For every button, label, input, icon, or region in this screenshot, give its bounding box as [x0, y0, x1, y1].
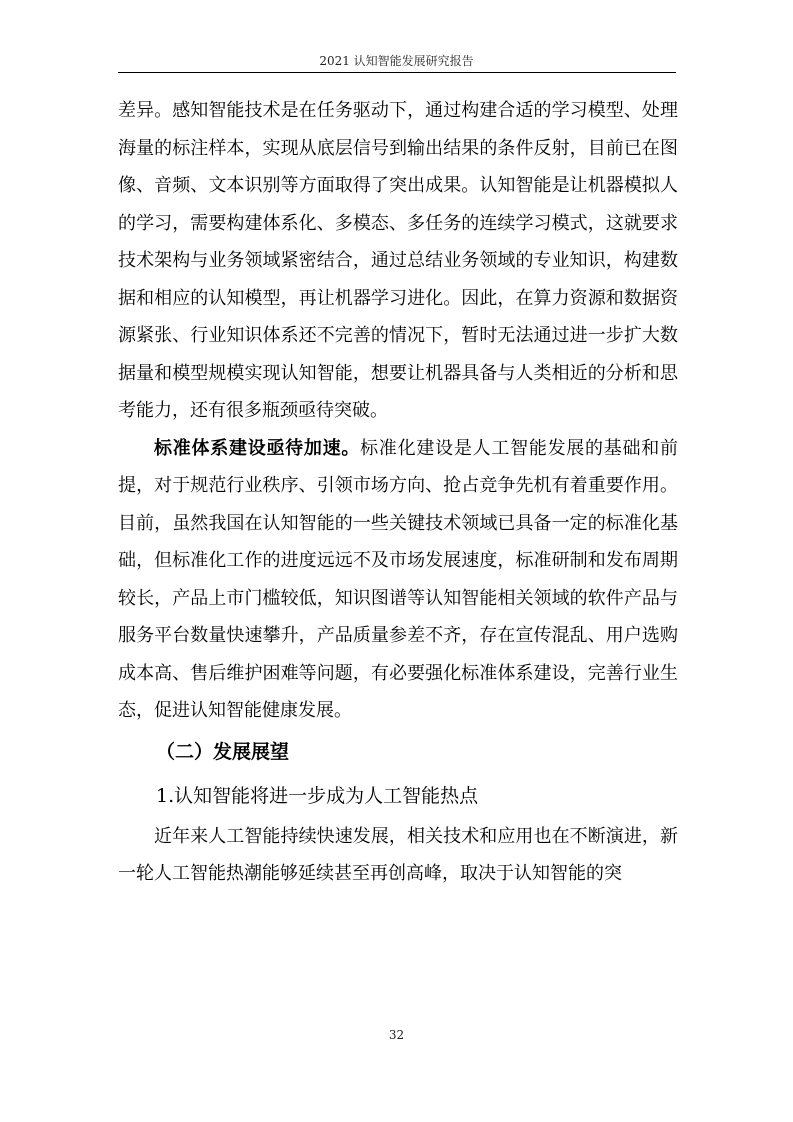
page-body [118, 92, 678, 893]
body-paragraph-standards [118, 430, 678, 730]
running-header: 2021 认知智能发展研究报告 [319, 54, 474, 68]
body-paragraph-continued: 差异。感知智能技术是在任务驱动下，通过构建合适的学习模型、处理海量的标注样本，实现从底层信号到输出结果的条件反射，目前已在图像、音频、文本识别等方面取得了突出成果。认知智能是让机器模拟人的学习，需要构建体系化、多模态、多任务的连续学习模式，这就要求技术架构与业务领域紧密结合，通过总结业务领域的专业知识，构建数据和相应的认知模型，再让机器学习进化。因此，在算力资源和数据资源紧张、行业知识体系还不完善的情况下，暂时无法通过进一步扩大数据量和模型规模实现认知智能，想要让机器具备与人类相近的分析和思考能力，还有很多瓶颈亟待突破。 [118, 100, 678, 421]
subsection-heading: 1.认知智能将进一步成为人工智能热点 [156, 784, 479, 807]
page-number: 32 [388, 1028, 405, 1042]
section-heading: （二）发展展望 [156, 740, 290, 763]
header-rule [118, 72, 676, 73]
paragraph-lead-bold: 标准体系建设亟待加速。 [154, 437, 361, 459]
body-paragraph-outlook: 近年来人工智能持续快速发展，相关技术和应用也在不断演进，新一轮人工智能热潮能够延续甚至再创高峰，取决于认知智能的突 [118, 825, 678, 884]
paragraph-text: 标准化建设是人工智能发展的基础和前提，对于规范行业秩序、引领市场方向、抢占竞争先机有着重要作用。目前，虽然我国在认知智能的一些关键技术领域已具备一定的标准化基础，但标准化工作的进度远远不及市场发展速度，标准研制和发布周期较长，产品上市门槛较低，知识图谱等认知智能相关领域的软件产品与服务平台数量快速攀升，产品质量参差不齐，存在宣传混乱、用户选购成本高、售后维护困难等问题，有必要强化标准体系建设，完善行业生态，促进认知智能健康发展。 [118, 437, 679, 721]
